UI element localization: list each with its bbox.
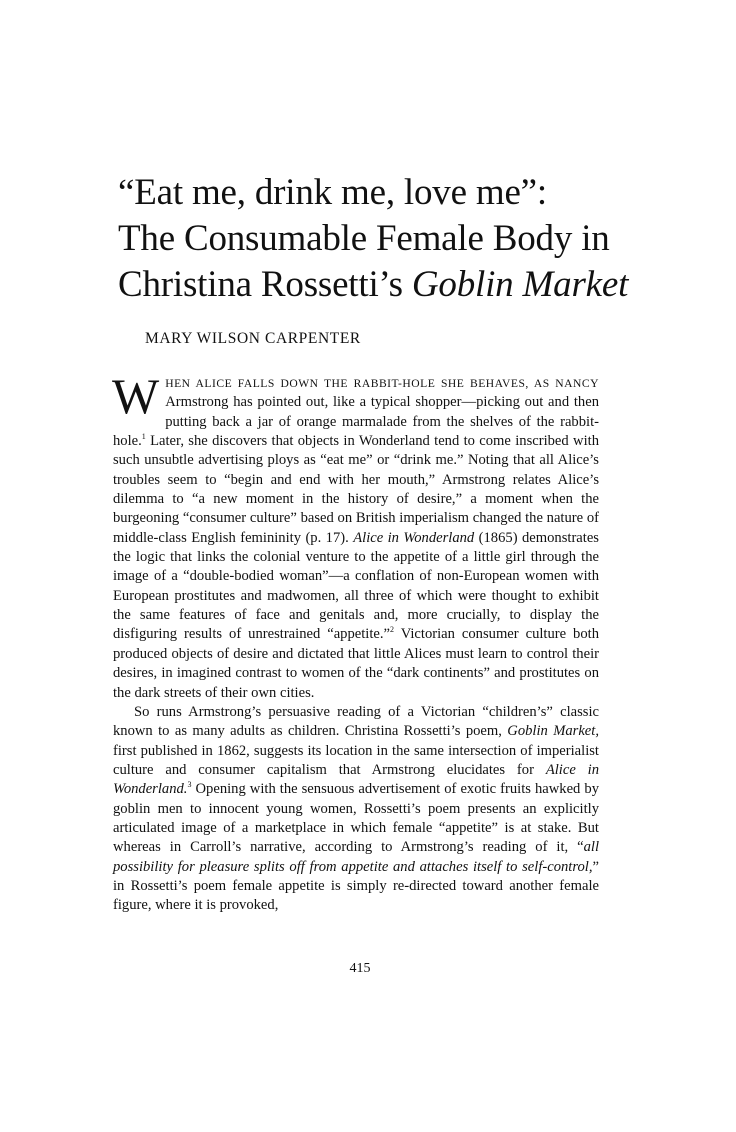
drop-cap: W (112, 368, 160, 424)
footnote-ref-2: 2 (390, 625, 395, 635)
article-title (118, 170, 638, 308)
paragraph-2-text-a: So runs Armstrong’s persuasive reading of a Victorian “children’s” classic known to as many adults as children. Christina Rossetti’s poem, (113, 703, 599, 740)
title-line-3 (118, 262, 638, 308)
paragraph-1 (112, 368, 599, 703)
book-title-alice: Alice in Wonderland (353, 529, 475, 546)
book-title-goblin-market: Goblin Market, (507, 723, 599, 740)
footnote-ref-3: 3 (187, 780, 192, 790)
article-body (112, 368, 599, 916)
opening-small-caps: HEN ALICE FALLS DOWN THE RABBIT-HOLE SHE BEHAVES, AS NANCY (165, 377, 599, 390)
title-line-3-italic: Goblin Market (411, 264, 629, 305)
paragraph-2-text-d: ” in Rossetti’s poem female appetite is simply re-directed toward another female figure, where it is provoked, (113, 858, 599, 914)
title-line-2: The Consumable Female Body in (118, 218, 610, 259)
paragraph-1-text-c: (1865) demonstrates the logic that links the colonial venture to the appetite of a little girl through the image of a “double-bodied woman”—a conflation of non-European women with European prostitutes and madwomen, all three of which were thought to exhibit the same features of face and genitals and, more crucially, to display the disfiguring results of unrestrained “appetite.” (113, 529, 599, 643)
paragraph-2-text-c: Opening with the sensuous advertisement of exotic fruits hawked by goblin men to innocent young women, Rossetti’s poem presents an explicitly articulated image of a marketplace in which female “appetite” is at stake. But whereas in Carroll’s narrative, according to Armstrong’s reading of it, “ (113, 781, 599, 856)
paragraph-1-text-a: Armstrong has pointed out, like a typical shopper—picking out and then putting back a jar of orange marmalade from the shelves of the rabbit-hole. (113, 394, 599, 450)
paragraph-1-text-b: Later, she discovers that objects in Wonderland tend to come inscribed with such unsubtle advertising ploys as “eat me” or “drink me.” Noting that all Alice’s troubles seem to “begin and end with her mouth,” Armstrong relates Alice’s dilemma to “a new moment in the history of desire,” a moment when the burgeoning “consumer culture” based on British imperialism changed the nature of middle-class English femininity (p. 17). (113, 433, 599, 546)
title-line-1: “Eat me, drink me, love me”: (118, 172, 547, 213)
book-title-alice-2: Alice in Wonderland. (113, 761, 599, 798)
paragraph-1-text-d: Victorian consumer culture both produced objects of desire and dictated that little Alices must learn to control their desires, in imagined contrast to women of the “dark continents” and prostitutes on the dark streets of their own cities. (113, 626, 599, 701)
title-line-3-prefix: Christina Rossetti’s (118, 264, 412, 305)
page-number: 415 (349, 961, 371, 976)
italic-quotation: all possibility for pleasure splits off from appetite and attaches itself to self-control, (113, 839, 599, 875)
footnote-ref-1: 1 (141, 432, 146, 442)
author-name: MARY WILSON CARPENTER (145, 330, 361, 347)
paragraph-2-text-b: first published in 1862, suggests its location in the same intersection of imperialist culture and consumer capitalism that Armstrong elucidates for (113, 742, 599, 778)
paragraph-2 (113, 703, 599, 916)
